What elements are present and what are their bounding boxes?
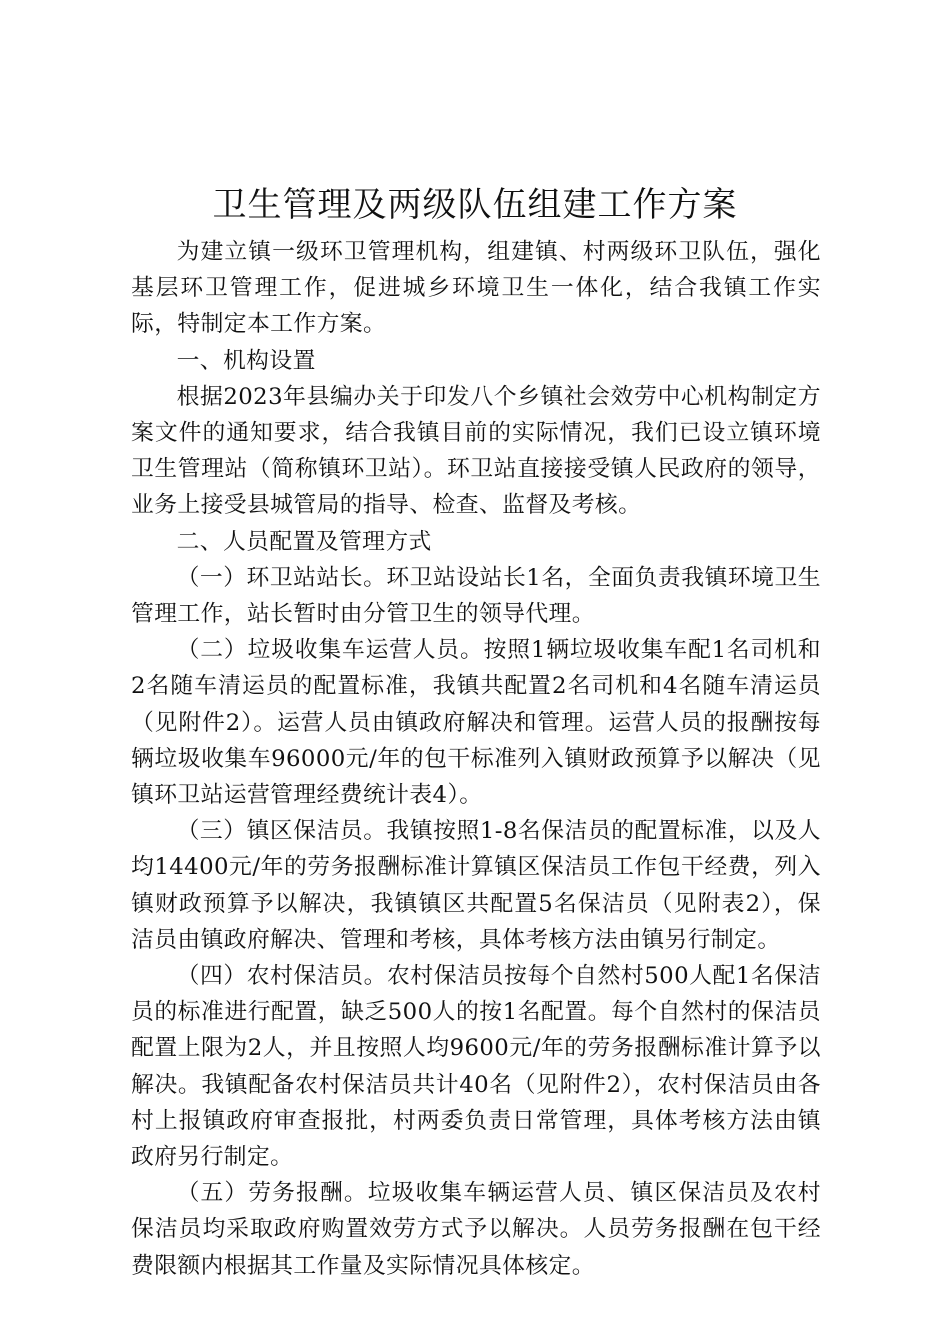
intro-paragraph: 为建立镇一级环卫管理机构，组建镇、村两级环卫队伍，强化基层环卫管理工作，促进城乡环境卫生一体化，结合我镇工作实际，特制定本工作方案。 [131, 239, 821, 338]
section-heading-organization: 一、机构设置 [176, 347, 316, 374]
staffing-item-remuneration: （五）劳务报酬。垃圾收集车辆运营人员、镇区保洁员及农村保洁员均采取政府购置效劳方式予以解决。人员劳务报酬在包干经费限额内根据其工作量及实际情况具体核定。 [131, 1180, 821, 1279]
organization-paragraph: 根据2023年县编办关于印发八个乡镇社会效劳中心机构制定方案文件的通知要求，结合我镇目前的实际情况，我们已设立镇环境卫生管理站（简称镇环卫站）。环卫站直接接受镇人民政府的领导，业务上接受县城管局的指导、检查、监督及考核。 [131, 383, 821, 519]
document-body [131, 234, 821, 1284]
staffing-item-station-head: （一）环卫站站长。环卫站设站长1名，全面负责我镇环境卫生管理工作，站长暂时由分管卫生的领导代理。 [131, 564, 821, 628]
staffing-item-truck-operators: （二）垃圾收集车运营人员。按照1辆垃圾收集车配1名司机和2名随车清运员的配置标准，我镇共配置2名司机和4名随车清运员（见附件2）。运营人员由镇政府解决和管理。运营人员的报酬按每辆垃圾收集车96000元/年的包干标准列入镇财政预算予以解决（见镇环卫站运营管理经费统计表4）。 [131, 637, 821, 809]
staffing-item-town-cleaners: （三）镇区保洁员。我镇按照1-8名保洁员的配置标准，以及人均14400元/年的劳务报酬标准计算镇区保洁员工作包干经费，列入镇财政预算予以解决，我镇镇区共配置5名保洁员（见附表2），保洁员由镇政府解决、管理和考核，具体考核方法由镇另行制定。 [131, 818, 821, 953]
staffing-item-rural-cleaners: （四）农村保洁员。农村保洁员按每个自然村500人配1名保洁员的标准进行配置，缺乏500人的按1名配置。每个自然村的保洁员配置上限为2人，并且按照人均9600元/年的劳务报酬标准计算予以解决。我镇配备农村保洁员共计40名（见附件2），农村保洁员由各村上报镇政府审查报批，村两委负责日常管理，具体考核方法由镇政府另行制定。 [131, 963, 821, 1171]
document-title: 卫生管理及两级队伍组建工作方案 [212, 185, 738, 225]
section-heading-staffing: 二、人员配置及管理方式 [176, 528, 432, 555]
